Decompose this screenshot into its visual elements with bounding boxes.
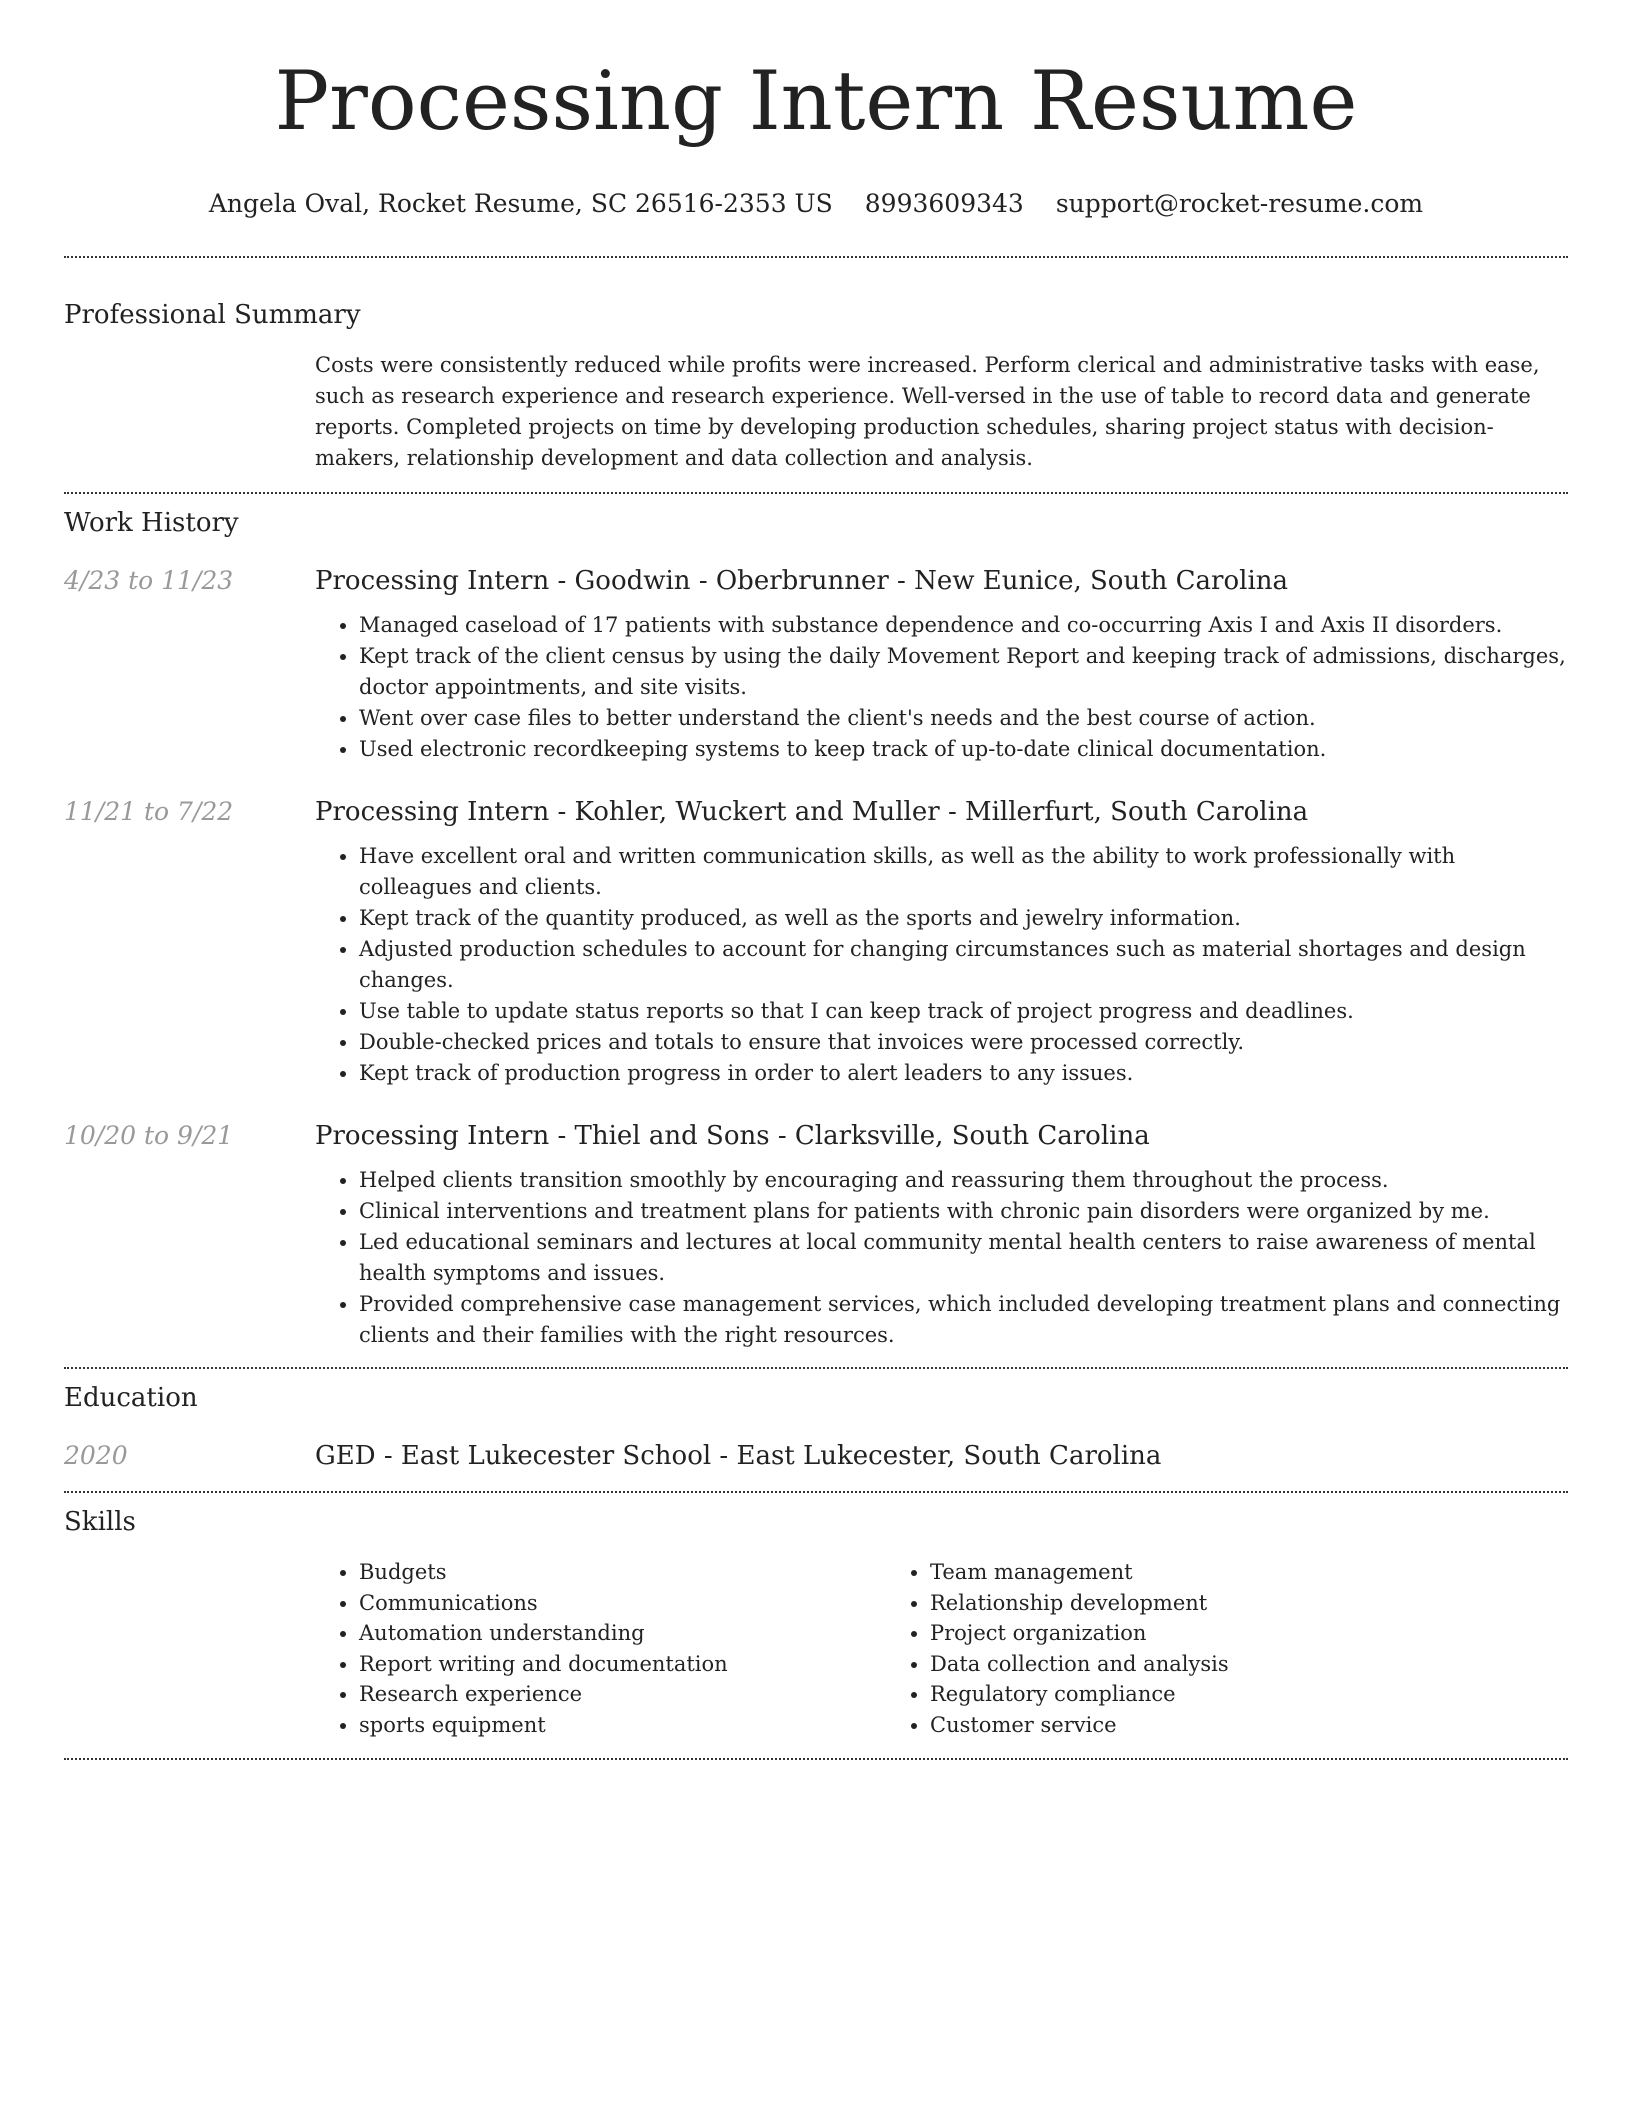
skill-item: • Project organization [930,1618,1457,1649]
education-year: 2020 [64,1441,128,1470]
list-item: • Adjusted production schedules to account for changing circumstances such as material shortages and design changes. [359,934,1568,996]
skill-item: • Customer service [930,1710,1457,1741]
contact-phone: 8993609343 [864,189,1024,218]
contact-line [64,188,1568,220]
skill-item: • Data collection and analysis [930,1649,1457,1680]
skill-item: • Communications [359,1588,886,1619]
list-item: • Helped clients transition smoothly by encouraging and reassuring them throughout the process. [359,1165,1568,1196]
skill-item: • sports equipment [359,1710,886,1741]
job-title: Processing Intern - Thiel and Sons - Clarksville, South Carolina [315,1121,1150,1151]
contact-email: support@rocket-resume.com [1055,189,1424,218]
divider [64,1758,1568,1760]
job-bullets [315,1165,1568,1351]
skills-section [64,1505,1568,1740]
divider [64,256,1568,258]
skill-item: • Team management [930,1557,1457,1588]
job-title: Processing Intern - Goodwin - Oberbrunner - New Eunice, South Carolina [315,566,1289,596]
skill-item: • Report writing and documentation [359,1649,886,1680]
job-entry [64,1119,1568,1351]
job-title: Processing Intern - Kohler, Wuckert and Muller - Millerfurt, South Carolina [315,797,1309,827]
list-item: • Kept track of the quantity produced, as well as the sports and jewelry information. [359,903,1568,934]
summary-text: Costs were consistently reduced while profits were increased. Perform clerical and administrative tasks with ease, such as research experience and research experience. Well-versed in the use of table to record data and generate reports. Completed projects on time by developing production schedules, sharing project status with decision-makers, relationship development and data collection and analysis. [315,353,1540,470]
job-entry [64,564,1568,765]
list-item: • Kept track of production progress in order to alert leaders to any issues. [359,1058,1568,1089]
summary-heading: Professional Summary [64,300,361,330]
contact-address: Angela Oval, Rocket Resume, SC 26516-2353 US [208,189,833,218]
education-section [64,1381,1568,1473]
list-item: • Led educational seminars and lectures at local community mental health centers to raise awareness of mental health symptoms and issues. [359,1227,1568,1289]
education-title: GED - East Lukecester School - East Lukecester, South Carolina [315,1441,1162,1471]
summary-section [64,298,1568,474]
work-history-heading: Work History [64,508,239,538]
resume-title: Processing Intern Resume [274,55,1358,149]
skills-list-right [886,1557,1457,1740]
work-history-section [64,506,1568,1351]
skill-item: • Automation understanding [359,1618,886,1649]
job-entry [64,795,1568,1089]
skill-item: • Research experience [359,1679,886,1710]
list-item: • Double-checked prices and totals to ensure that invoices were processed correctly. [359,1027,1568,1058]
job-bullets [315,610,1568,765]
job-dates: 4/23 to 11/23 [64,566,234,595]
skill-item: • Budgets [359,1557,886,1588]
job-bullets [315,841,1568,1089]
job-dates: 10/20 to 9/21 [64,1121,234,1150]
skills-grid [315,1557,1568,1740]
list-item: • Kept track of the client census by using the daily Movement Report and keeping track of admissions, discharges, doctor appointments, and site visits. [359,641,1568,703]
list-item: • Use table to update status reports so that I can keep track of project progress and deadlines. [359,996,1568,1027]
list-item: • Used electronic recordkeeping systems to keep track of up-to-date clinical documentation. [359,734,1568,765]
divider [64,492,1568,494]
skills-heading: Skills [64,1507,136,1537]
skills-list-left [315,1557,886,1740]
list-item: • Provided comprehensive case management services, which included developing treatment plans and connecting clients and their families with the right resources. [359,1289,1568,1351]
list-item: • Have excellent oral and written communication skills, as well as the ability to work professionally with colleagues and clients. [359,841,1568,903]
divider [64,1367,1568,1369]
list-item: • Went over case files to better understand the client's needs and the best course of action. [359,703,1568,734]
list-item: • Managed caseload of 17 patients with substance dependence and co-occurring Axis I and Axis II disorders. [359,610,1568,641]
list-item: • Clinical interventions and treatment plans for patients with chronic pain disorders were organized by me. [359,1196,1568,1227]
divider [64,1491,1568,1493]
education-entry [64,1439,1568,1473]
skill-item: • Relationship development [930,1588,1457,1619]
job-dates: 11/21 to 7/22 [64,797,234,826]
skill-item: • Regulatory compliance [930,1679,1457,1710]
education-heading: Education [64,1383,198,1413]
resume-page [64,0,1568,1760]
